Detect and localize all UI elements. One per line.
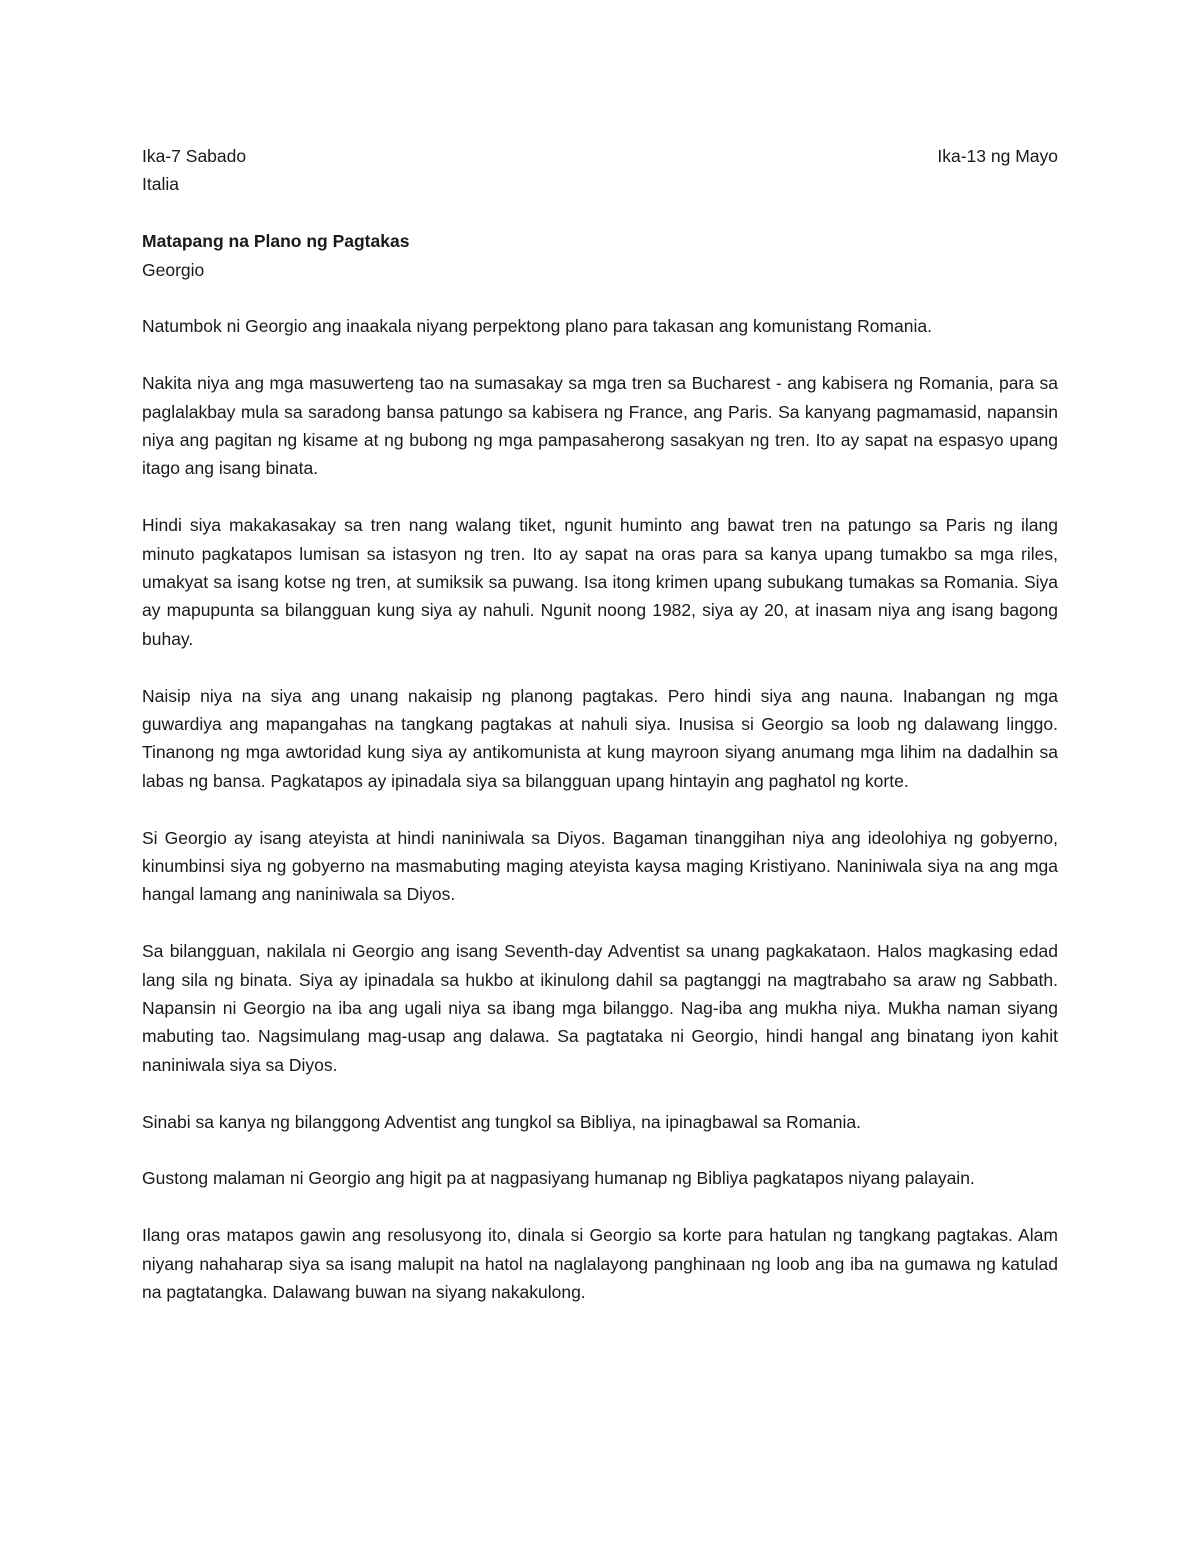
spacer: [142, 284, 1058, 312]
paragraph: Ilang oras matapos gawin ang resolusyong ito, dinala si Georgio sa korte para hatulan ng tangkang pagtakas. Alam niyang nahaharap siya sa isang malupit na hatol na naglalayong panghinaan ng loob ang iba na gumawa ng katulad na pagtatangka. Dalawang buwan na siyang nakakulong.: [142, 1225, 1058, 1303]
paragraph: Hindi siya makakasakay sa tren nang walang tiket, ngunit huminto ang bawat tren na patungo sa Paris ng ilang minuto pagkatapos lumisan sa istasyon ng tren. Ito ay sapat na oras para sa kanya upang tumakbo sa mga riles, umakyat sa isang kotse ng tren, at sumiksik sa puwang. Isa itong krimen upang subukang tumakas sa Romania. Siya ay mapupunta sa bilangguan kung siya ay nahuli. Ngunit noong 1982, siya ay 20, at inasam niya ang isang bagong buhay.: [142, 515, 1058, 649]
paragraph: Nakita niya ang mga masuwerteng tao na sumasakay sa mga tren sa Bucharest - ang kabisera ng Romania, para sa paglalakbay mula sa saradong bansa patungo sa kabisera ng France, ang Paris. Sa kanyang pagmamasid, napansin niya ang pagitan ng kisame at ng bubong ng mga pampasaherong sasakyan ng tren. Ito ay sapat na espasyo upang itago ang isang binata.: [142, 373, 1058, 479]
story-title: Matapang na Plano ng Pagtakas: [142, 231, 410, 252]
day-label: Ika-7 Sabado: [142, 146, 247, 166]
paragraph: Naisip niya na siya ang unang nakaisip ng planong pagtakas. Pero hindi siya ang nauna. Inabangan ng mga guwardiya ang mapangahas na tangkang pagtakas at nahuli siya. Inusisa si Georgio sa loob ng dalawang linggo. Tinanong ng mga awtoridad kung siya ay antikomunista at kung mayroon siyang anumang mga lihim na dadalhin sa labas ng bansa. Pagkatapos ay ipinadala siya sa bilangguan upang hintayin ang paghatol ng korte.: [142, 685, 1058, 791]
date-label: Ika-13 ng Mayo: [937, 146, 1058, 166]
story-author: Georgio: [142, 259, 205, 280]
spacer: [142, 199, 1058, 227]
paragraph: Natumbok ni Georgio ang inaakala niyang perpektong plano para takasan ang komunistang Romania.: [142, 316, 932, 337]
location-label: Italia: [142, 174, 179, 195]
paragraph: Sa bilangguan, nakilala ni Georgio ang isang Seventh-day Adventist sa unang pagkakataon. Halos magkasing edad lang sila ng binata. Siya ay ipinadala sa hukbo at ikinulong dahil sa pagtanggi na magtrabaho sa araw ng Sabbath. Napansin ni Georgio na iba ang ugali niya sa ibang mga bilanggo. Nag-iba ang mukha niya. Mukha naman siyang mabuting tao. Nagsimulang mag-usap ang dalawa. Sa pagtataka ni Georgio, hindi hangal ang binatang iyon kahit naniniwala siya sa Diyos.: [142, 941, 1058, 1075]
document-page: [142, 142, 1058, 1307]
header-row: [142, 142, 1058, 170]
paragraph: Si Georgio ay isang ateyista at hindi naniniwala sa Diyos. Bagaman tinanggihan niya ang ideolohiya ng gobyerno, kinumbinsi siya ng gobyerno na masmabuting maging ateyista kaysa maging Kristiyano. Naniniwala siya na ang mga hangal lamang ang naniniwala sa Diyos.: [142, 827, 1058, 905]
paragraph: Gustong malaman ni Georgio ang higit pa at nagpasiyang humanap ng Bibliya pagkatapos niyang palayain.: [142, 1168, 975, 1189]
paragraph: Sinabi sa kanya ng bilanggong Adventist ang tungkol sa Bibliya, na ipinagbawal sa Romania.: [142, 1111, 861, 1132]
